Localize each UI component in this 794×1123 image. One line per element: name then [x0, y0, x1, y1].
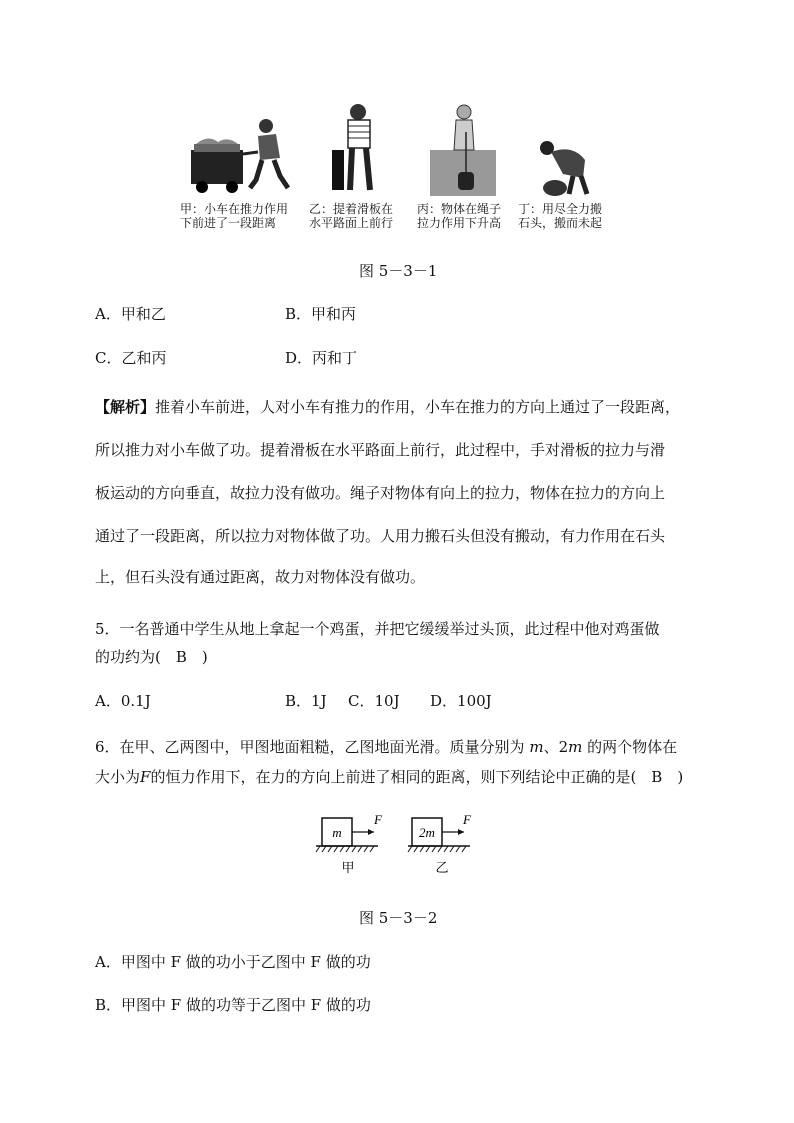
mass-label-right: 2m — [419, 825, 435, 840]
force-symbol: F — [140, 768, 151, 786]
analysis-line-5: 上，但石头没有通过距离，故力对物体没有做功。 — [95, 568, 426, 586]
caption-line: 石头，搬而未起 — [518, 216, 603, 230]
analysis-line-4: 通过了一段距离，所以拉力对物体做了功。人用力搬石头但没有搬动，有力作用在石头 — [95, 527, 666, 545]
panel-caption-ding — [518, 202, 602, 230]
caption-line: 丁：用尽全力搬 — [518, 202, 603, 216]
analysis-text: 推着小车前进，人对小车有推力的作用，小车在推力的方向上通过了一段距离， — [155, 398, 681, 416]
question-6-line-2 — [95, 766, 683, 788]
figure-5-3-2 — [312, 808, 482, 880]
label-yi: 乙 — [435, 861, 449, 876]
figure-5-3-1 — [178, 100, 618, 235]
force-label-left: F — [374, 812, 382, 827]
question-5-line-1: 5．一名普通中学生从地上拿起一个鸡蛋，并把它缓缓举过头顶，此过程中他对鸡蛋做 — [95, 620, 660, 638]
option-d: D．丙和丁 — [285, 349, 358, 367]
question-5-line-2: 的功约为( B ) — [95, 648, 208, 666]
figure-caption-2: 图 5－3－2 — [359, 909, 438, 927]
mass-label-left: m — [332, 825, 342, 840]
caption-line: 水平路面上前行 — [309, 216, 394, 230]
question-6-line-1 — [95, 736, 677, 758]
carrying-board-illustration — [328, 102, 388, 197]
q5-option-b: B．1J — [285, 692, 327, 710]
text-span: 的恒力作用下，在力的方向上前进了相同的距离，则下列结论中正确的是( B ) — [150, 768, 684, 786]
text-span: 的两个物体在 — [582, 738, 678, 756]
figure-caption-1: 图 5－3－1 — [359, 262, 438, 280]
rope-lifting-illustration — [428, 102, 498, 197]
q6-option-b: B．甲图中 F 做的功等于乙图中 F 做的功 — [95, 996, 371, 1014]
caption-line: 丙：物体在绳子 — [417, 202, 502, 216]
force-label-right: F — [463, 812, 471, 827]
text-span: 、2 — [543, 738, 569, 756]
pushing-cart-illustration — [188, 114, 298, 196]
analysis-line-1 — [95, 396, 680, 418]
caption-line: 拉力作用下升高 — [417, 216, 502, 230]
q6-option-a: A．甲图中 F 做的功小于乙图中 F 做的功 — [95, 953, 371, 971]
mass-symbol: m — [529, 738, 544, 756]
caption-line: 甲：小车在推力作用 — [180, 202, 289, 216]
text-span: 大小为 — [95, 768, 141, 786]
analysis-line-2: 所以推力对小车做了功。提着滑板在水平路面上前行，此过程中，手对滑板的拉力与滑 — [95, 441, 666, 459]
analysis-label: 【解析】 — [95, 398, 156, 416]
panel-caption-bing — [417, 202, 501, 230]
option-a: A．甲和乙 — [95, 305, 166, 323]
text-span: 6．在甲、乙两图中，甲图地面粗糙，乙图地面光滑。质量分别为 — [95, 738, 530, 756]
option-c: C．乙和丙 — [95, 349, 167, 367]
label-jia: 甲 — [341, 861, 355, 876]
q5-option-c: C．10J — [348, 692, 400, 710]
analysis-line-3: 板运动的方向垂直，故拉力没有做功。绳子对物体有向上的拉力，物体在拉力的方向上 — [95, 484, 666, 502]
panel-caption-yi — [309, 202, 393, 230]
lifting-stone-illustration — [533, 138, 603, 198]
q5-option-a: A．0.1J — [95, 692, 151, 710]
mass-symbol: m — [568, 738, 583, 756]
panel-caption-jia — [180, 202, 288, 230]
q5-option-d: D．100J — [430, 692, 492, 710]
caption-line: 下前进了一段距离 — [180, 216, 277, 230]
caption-line: 乙：提着滑板在 — [309, 202, 394, 216]
option-b: B．甲和丙 — [285, 305, 357, 323]
